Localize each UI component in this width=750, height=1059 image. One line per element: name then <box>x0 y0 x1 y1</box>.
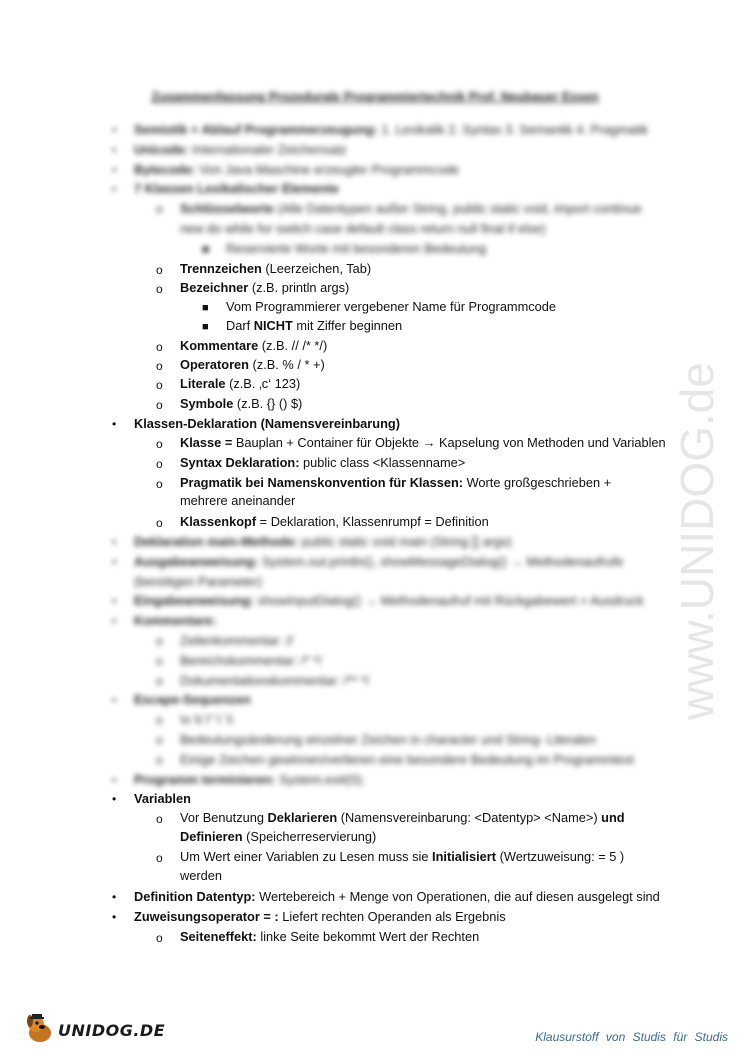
list-item-syntax: Syntax Deklaration: public class <Klassenname> <box>180 455 466 470</box>
bullet-marker: • <box>112 162 117 177</box>
blurred-list-item: new do while for switch case default class return null final if else) <box>180 221 546 236</box>
bullet-marker: o <box>156 516 163 530</box>
bullet-marker: o <box>156 812 163 826</box>
bullet-marker: o <box>156 340 163 354</box>
section-heading-klassen: Klassen-Deklaration (Namensvereinbarung) <box>134 416 400 431</box>
bullet-marker: • <box>112 772 117 787</box>
bullet-marker: o <box>156 457 163 471</box>
list-item-definieren: Definieren (Speicherreservierung) <box>180 829 377 844</box>
footer-brand: UNIDOG.DE <box>58 1021 166 1040</box>
bullet-marker: o <box>156 634 163 648</box>
bullet-marker: • <box>112 142 117 157</box>
blurred-list-item: Schlüsselworte (Alle Datentypen außer String, public static void, import continue <box>180 201 642 217</box>
blurred-list-item: Programm terminieren: System.exit(0); <box>134 771 365 787</box>
list-item-sub: Vom Programmierer vergebener Name für Programmcode <box>226 299 557 314</box>
blurred-list-item: Eingabeanweisung: showInputDialog() → Methodenaufruf mit Rückgabewert = Ausdruck <box>134 593 644 609</box>
unidog-logo <box>22 1012 166 1046</box>
list-item-klasse: Klasse = Bauplan + Container für Objekte → Kapselung von Methoden und Variablen <box>180 435 666 450</box>
dog-icon <box>22 1012 62 1046</box>
section-heading-variablen: Variablen <box>134 791 191 806</box>
bullet-marker: • <box>112 614 117 629</box>
bullet-marker: ■ <box>202 302 209 314</box>
blurred-list-item: \n \t \" \' \\ <box>180 712 234 728</box>
bullet-marker: o <box>156 263 163 277</box>
list-item-kommentare: Kommentare (z.B. // /* */) <box>180 338 328 353</box>
list-item-zuweisung: Zuweisungsoperator = : Liefert rechten Operanden als Ergebnis <box>134 909 506 924</box>
bullet-marker: o <box>156 713 163 728</box>
bullet-marker: • <box>112 417 117 431</box>
blurred-list-item: Bytecode: Von Java Maschine erzeugter Programmcode <box>134 161 460 177</box>
watermark <box>655 280 735 730</box>
bullet-marker: o <box>156 733 163 747</box>
document-title: Zusammenfassung Prozedurale Programmiertechnik Prof. Neubauer Essen <box>151 90 599 104</box>
blurred-list-item: Deklaration main-Methode: public static void main (String [] args) <box>134 534 512 549</box>
bullet-marker: o <box>156 202 163 217</box>
bullet-marker: • <box>112 554 117 569</box>
bullet-marker: • <box>112 792 117 806</box>
list-item-bezeichner: Bezeichner (z.B. println args) <box>180 280 350 295</box>
footer-tagline: Klausurstoff von Studis für Studis <box>535 1030 728 1044</box>
blurred-list-item: Escape-Sequenzen <box>134 692 251 708</box>
bullet-marker: o <box>156 359 163 373</box>
blurred-list-item: Semiotik + Ablauf Programmerzeugung: 1. Lexikalik 2. Syntax 3. Semantik 4. Pragmatik <box>134 122 649 137</box>
list-item-initialisiert: Um Wert einer Variablen zu Lesen muss sie Initialisiert (Wertzuweisung: = 5 ) <box>180 849 625 864</box>
blurred-list-item: Bedeutungsänderung einzelner Zeichen in character und String- Literalen <box>180 732 597 747</box>
list-item-operatoren: Operatoren (z.B. % / * +) <box>180 357 325 372</box>
blurred-list-item: Kommentare: <box>134 613 217 629</box>
bullet-marker: o <box>156 378 163 392</box>
list-item-klassenkopf: Klassenkopf = Deklaration, Klassenrumpf = Definition <box>180 514 489 529</box>
blurred-list-item: Unicode: Internationaler Zeichensatz <box>134 141 347 157</box>
bullet-marker: • <box>112 535 117 549</box>
list-item-deklarieren: Vor Benutzung Deklarieren (Namensvereinbarung: <Datentyp> <Name>) und <box>180 810 625 825</box>
list-item-sub: Darf NICHT mit Ziffer beginnen <box>226 318 403 333</box>
bullet-marker: o <box>156 653 163 668</box>
list-item-pragmatik: Pragmatik bei Namenskonvention für Klassen: Worte großgeschrieben + mehrere aneinander <box>180 475 612 508</box>
blurred-list-item: 7 Klassen Lexikalischer Elemente <box>134 181 339 197</box>
bullet-marker: • <box>112 890 117 904</box>
bullet-marker: o <box>156 931 163 945</box>
list-item-werden: werden <box>180 868 222 883</box>
watermark-text: www.UNIDOG.de <box>671 362 723 720</box>
blurred-list-item: (benötigen Parameter) <box>134 573 263 589</box>
bullet-marker: o <box>156 477 163 491</box>
list-item-literale: Literale (z.B. ‚c‘ 123) <box>180 376 301 391</box>
blurred-list-item: Bereichskommentar: /* */ <box>180 652 322 668</box>
bullet-marker: o <box>156 398 163 412</box>
list-item-datentyp: Definition Datentyp: Wertebereich + Menge von Operationen, die auf diesen ausgelegt sind <box>134 889 660 904</box>
blurred-list-item: Einige Zeichen gewinnen/verlieren eine besondere Bedeutung im Programmtext <box>180 751 634 767</box>
bullet-marker: ■ <box>202 321 209 333</box>
list-item-trennzeichen: Trennzeichen (Leerzeichen, Tab) <box>180 261 372 276</box>
bullet-marker: o <box>156 282 163 296</box>
list-item-symbole: Symbole (z.B. {} () $) <box>180 396 303 411</box>
bullet-marker: • <box>112 910 117 924</box>
bullet-marker: o <box>156 437 163 451</box>
bullet-marker: o <box>156 851 163 865</box>
list-item-seiteneffekt: Seiteneffekt: linke Seite bekommt Wert der Rechten <box>180 929 480 944</box>
bullet-marker: • <box>112 123 117 137</box>
blurred-list-item: Reservierte Worte mit besonderen Bedeutung <box>226 240 487 256</box>
blurred-list-item: Ausgabeanweisung: System.out.println(), showMessageDialog() → Methodenaufrufe <box>134 553 624 569</box>
bullet-marker: • <box>112 182 117 197</box>
blurred-list-item: Dokumentationskommentar: /** */ <box>180 672 370 688</box>
bullet-marker: o <box>156 752 163 767</box>
bullet-marker: • <box>112 693 117 708</box>
bullet-marker: • <box>112 594 117 609</box>
bullet-marker: o <box>156 673 163 688</box>
bullet-marker: ■ <box>202 241 210 256</box>
blurred-list-item: Zeilenkommentar: // <box>180 633 294 648</box>
